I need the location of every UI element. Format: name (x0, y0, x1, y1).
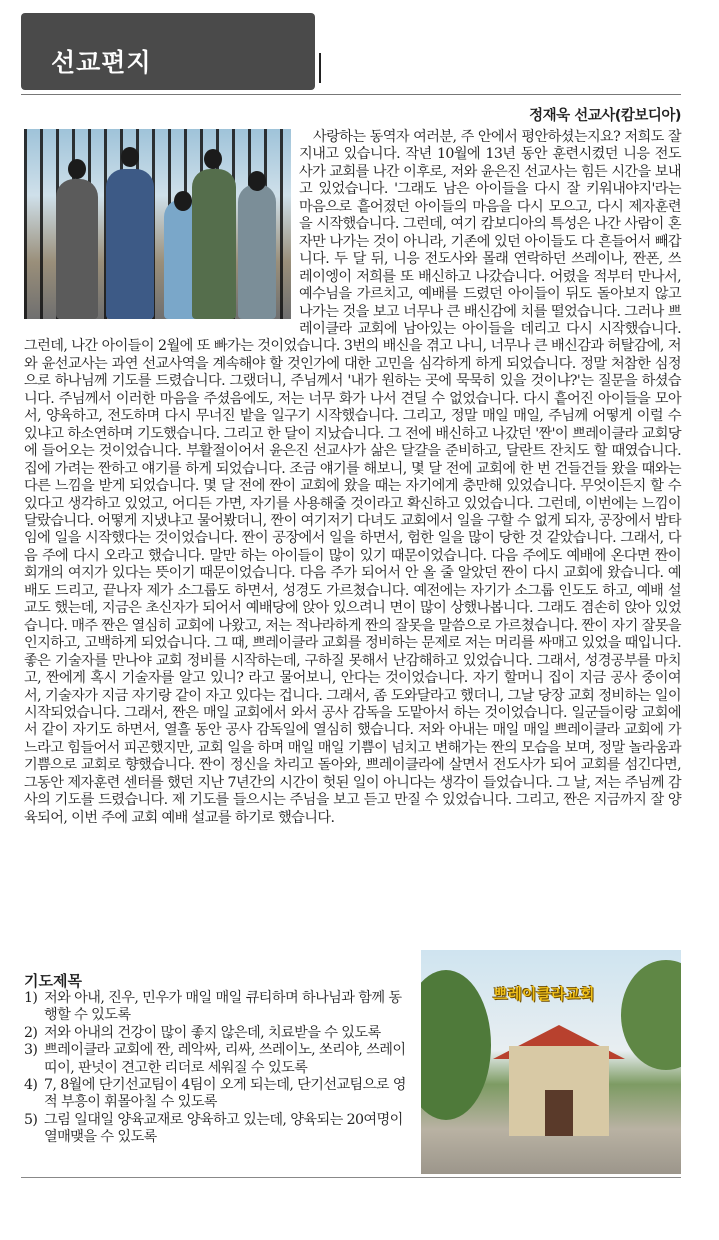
list-item: 5) 그림 일대일 양육교재로 양육하고 있는데, 양육되는 20여명이 열매맺을 수 있도록 (24, 1111, 403, 1146)
header-divider (319, 53, 321, 83)
letter-body-text: 사랑하는 동역자 여러분, 주 안에서 평안하셨는지요? 저희도 잘 지내고 있습니다. 작년 10월에 13년 동안 훈련시켰던 니응 전도사가 교회를 나간 이후로, 저와 윤은진 선교사는 힘든 시간을 보내고 있었습니다. '그래도 남은 아이들을 다시 잘 키워내야지'라는 마음으로 흩어졌던 아이들의 마음을 다시 모으고, 다시 제자훈련을 시작했습니다. 그런데, 여기 캄보디아의 특성은 나간 사람이 혼자만 나가는 것이 아니라, 기존에 있던 아이들도 다 흔들어서 빼갑니다. 두 달 뒤, 니응 전도사와 몰래 연락하던 쓰레이나, 짠폰, 쓰레이엥이 저희를 또 배신하고 나갔습니다. 어렸을 적부터 만나서, 예수님을 가르치고, 예배를 드렸던 아이들이 뒤도 돌아보지 않고 나가는 것을 보고 너무나 큰 배신감에 치를 떨었습니다. 그러나 쁘레이클라 교회에 남아있는 아이들을 데리고 다시 시작했습니다. 그런데, 나간 아이들이 2월에 또 빠가는 것이었습니다. 3번의 배신을 겪고 나니, 너무나 큰 배신감과 허탈감에, 저와 윤선교사는 과연 선교사역을 계속해야 할 것인가에 대한 고민을 심각하게 하게 되었습니다. 정말 처참한 심정으로 하나님께 기도를 드렸습니다. 그랬더니, 주님께서 '내가 원하는 곳에 묵묵히 있을 것이냐?'는 질문을 하셨습니다. 주님께서 이러한 마음을 주셨음에도, 저는 너무 화가 나서 견딜 수 없었습니다. 다시 흩어진 아이들을 모아서, 양육하고, 전도하며 다시 무너진 밭을 일구기 시작했습니다. 그리고, 정말 매일 매일, 주님께 어떻게 이럴 수 있냐고 하소연하며 기도했습니다. 그리고 한 달이 지났습니다. 그 전에 배신하고 나갔던 '짠'이 쁘레이클라 교회당에 들어오는 것이었습니다. 부활절이어서 윤은진 선교사가 삶은 달걀을 준비하고, 달란트 잔치도 할 때였습니다. 집에 가려는 짠하고 얘기를 하게 되었습니다. 조금 얘기를 해보니, 몇 달 전에 교회에 한 번 건들건들 왔을 때와는 다른 느낌을 받게 되었습니다. 몇 달 전에 짠이 교회에 왔을 때는 자기에게 충만해 있었습니다. 무엇이든지 할 수 있다고 생각하고 있었고, 어디든 가면, 자기를 사용해줄 것이라고 확신하고 있었습니다. 그런데, 이번에는 느낌이 달랐습니다. 어떻게 지냈냐고 물어봤더니, 짠이 여기저기 다녀도 교회에서 일을 구할 수 없게 되자, 공장에서 밤타임에 일을 시작했다는 것이었습니다. 짠이 공장에서 일을 하면서, 험한 일을 많이 당한 것 같았습니다. 그래서, 다음 주에 다시 오라고 했습니다. 말만 하는 아이들이 많이 있기 때문이었습니다. 다음 주에도 예배에 온다면 짠이 회개의 여지가 있다는 뜻이기 때문이었습니다. 다음 주가 되어서 안 올 줄 알았던 짠이 다시 교회에 왔습니다. 예배도 드리고, 끝나자 제가 소그룹도 하면서, 성경도 가르쳤습니다. 예전에는 자기가 소그룹 인도도 하고, 예배 설교도 했는데, 지금은 초신자가 되어서 예배당에 앉아 있으려니 면이 많이 상했나봅니다. 그래도 겸손히 앉아 있었습니다. 매주 짠은 열심히 교회에 나왔고, 저는 적나라하게 짠의 잘못을 말씀으로 가르쳤습니다. 짠이 자기 잘못을 인지하고, 고백하게 되었습니다. 그 때, 쁘레이클라 교회를 정비하는 문제로 저는 머리를 싸매고 있었을 때입니다. 좋은 기술자를 만나야 교회 정비를 시작하는데, 구하질 못해서 난감해하고 있었습니다. 그래서, 성경공부를 마치고, 짠에게 혹시 기술자를 알고 있니? 라고 물어보니, 안다는 것이었습니다. 자기 할머니 집이 지금 공사 중이여서, 기술자가 지금 자기랑 같이 자고 있다는 겁니다. 그래서, 좀 도와달라고 했더니, 그날 당장 교회 정비하는 일이 시작되었습니다. 그래서, 짠은 매일 교회에서 와서 공사 감독을 도맡아서 하는 것이었습니다. 일군들이랑 교회에서 같이 자기도 하면서, 열흘 동안 공사 감독일에 열심히 했습니다. 저와 아내는 매일 매일 쁘레이클라 교회에 가느라고 힘들어서 피곤했지만, 교회 일을 하며 매일 매일 기쁨이 넘치고 변해가는 짠의 모습을 보며, 정말 놀라움과 기쁨으로 교회로 향했습니다. 짠이 정신을 차리고 돌아와, 쁘레이클라에 살면서 전도사가 되어 교회를 섬긴다면, 그동안 제자훈련 센터를 했던 지난 7년간의 시간이 헛된 일이 아니다는 생각이 들었습니다. 그 날, 저는 주님께 감사의 기도를 드렸습니다. 제 기도를 들으시는 주님을 보고 듣고 만질 수 있었습니다. 그리고, 짠은 지금까지 잘 양육되어, 이번 주에 교회 예배 설교를 하기로 했습니다. (24, 129, 681, 826)
prayer-title: 기도제목 (24, 972, 82, 990)
prayer-list (24, 990, 414, 1147)
header-box (21, 13, 315, 90)
group-photo-image (24, 129, 291, 319)
author-byline: 정재욱 선교사(캄보디아) (529, 108, 681, 124)
list-item: 3) 쁘레이클라 교회에 짠, 레악싸, 리싸, 쓰레이노, 쏘리야, 쓰레이띠이, 판넛이 견고한 리더로 세워질 수 있도록 (24, 1042, 406, 1076)
page-title: 선교편지 (51, 48, 152, 77)
list-item: 4) 7, 8월에 단기선교팀이 4팀이 오게 되는데, 단기선교팀으로 영적 부흥이 휘몰아칠 수 있도록 (24, 1077, 406, 1111)
top-rule (21, 94, 681, 95)
list-item: 1) 저와 아내, 진우, 민우가 매일 매일 큐티하며 하나님과 함께 동행할 수 있도록 (24, 990, 402, 1024)
list-item: 2) 저와 아내의 건강이 많이 좋지 않은데, 치료받을 수 있도록 (24, 1024, 381, 1041)
church-photo-image (421, 950, 681, 1174)
bottom-rule (21, 1177, 681, 1178)
church-photo-caption: 쁘레이클라교회 (493, 985, 595, 1003)
